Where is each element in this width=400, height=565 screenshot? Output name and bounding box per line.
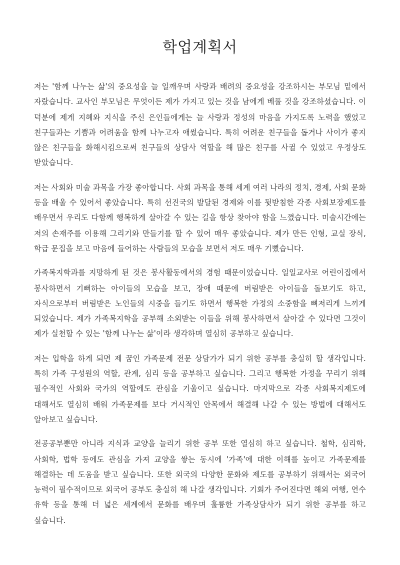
- paragraph-motivation: 가족복지학과를 지망하게 된 것은 봉사활동에서의 경험 때문이었습니다. 일일교사로 어린이집에서 봉사하면서 기뻐하는 아이들의 모습을 보고, 장애 때문에 버림받은 아이들을 돌보기도 하고, 자식으로부터 버림받은 노인들의 시중을 들기도 하면서 행복한 가정의 소중함을 뼈저리게 느끼게 되었습니다. 제가 가족복지학을 공부해 소외받는 이들을 위해 봉사하면서 살아갈 수 있다면 그것이 제가 실천할 수 있는 '함께 나누는 삶'이라 생각하며 열심히 공부하고 싶습니다.: [34, 268, 366, 339]
- document-body: [34, 79, 366, 537]
- paragraph-study-plan: 저는 입학을 하게 되면 제 꿈인 가족문제 전문 상담가가 되기 위한 공부를 충실히 할 생각입니다. 특히 가족 구성원의 역할, 관계, 심리 등을 공부하고 싶습니다. 그리고 행복한 가정을 꾸리기 위해 필수적인 사회와 국가의 역할에도 관심을 기울이고 싶습니다. 마지막으로 각종 사회복지제도에 대해서도 열심히 배워 가족문제를 보다 거시적인 안목에서 해결해 나갈 수 있는 방법에 대해서도 알아보고 싶습니다.: [34, 353, 366, 424]
- paragraph-upbringing: 저는 '함께 나누는 삶'의 중요성을 늘 일깨우며 사랑과 배려의 중요성을 강조하시는 부모님 밑에서 자랐습니다. 교사인 부모님은 무엇이든 제가 가지고 있는 것을 남에게 베풀 것을 강조하셨습니다. 이 덕분에 제게 지혜와 지식을 주신 은인들에게는 늘 사랑과 정성의 마음을 가지도록 노력을 했었고 친구들과는 기쁨과 어려움을 함께 나누고자 애썼습니다. 특히 어려운 친구들을 돕거나 사이가 좋지 않은 친구들을 화해시킴으로써 친구들의 상담사 역할을 해 많은 친구를 사귈 수 있었고 우정상도 받았습니다.: [34, 82, 366, 168]
- paragraph-general-study: 전공공부뿐만 아니라 지식과 교양을 늘리기 위한 공부 또한 열심히 하고 싶습니다. 철학, 심리학, 사회학, 법학 등에도 관심을 가져 교양을 쌓는 동시에 '가족'에 대한 이해를 높이고 가족문제를 해결하는 데 도움을 받고 싶습니다. 또한 외국의 다양한 문화와 제도를 공부하기 위해서는 외국어 능력이 필수적이므로 외국어 공부도 충실히 해 나갈 생각입니다. 기회가 주어진다면 해외 여행, 연수 유학 등을 통해 더 넓은 세계에서 문화를 배우며 훌륭한 가족상담사가 되기 위한 공부를 하고 싶습니다.: [34, 439, 366, 525]
- page-title: 학업계획서: [162, 38, 238, 56]
- paragraph-favorite-subjects: 저는 사회와 미술 과목을 가장 좋아합니다. 사회 과목을 통해 세계 여러 나라의 정치, 경제, 사회 문화 등을 배울 수 있어서 좋았습니다. 특히 선진국의 발달된 경제와 이를 뒷받침한 각종 사회보장제도를 배우면서 우리도 다함께 행복하게 살아갈 수 있는 길을 항상 찾아야 함을 느꼈습니다. 미술시간에는 저의 손재주를 이용해 그리기와 만들기를 할 수 있어 매우 좋았습니다. 제가 만든 인형, 교실 장식, 학급 문집을 보고 마음에 들어하는 사람들의 모습을 보면서 저도 매우 기뻤습니다.: [34, 182, 366, 253]
